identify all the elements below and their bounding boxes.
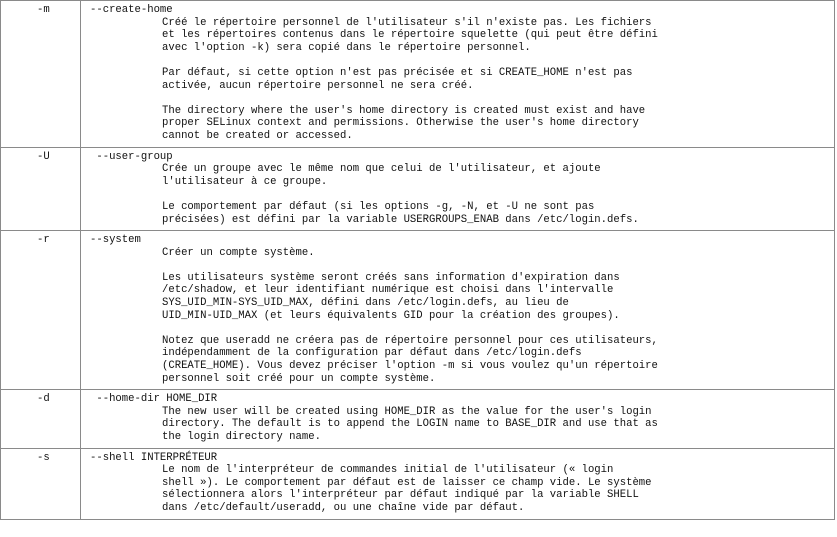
description-line: Créé le répertoire personnel de l'utilisateur s'il n'existe pas. Les fichiers <box>162 16 652 29</box>
option-short-flag: -m <box>1 1 81 148</box>
paragraph-gap <box>90 188 834 201</box>
description-line: Le nom de l'interpréteur de commandes initial de l'utilisateur (« login <box>162 464 614 477</box>
description-line: Notez que useradd ne créera pas de répertoire personnel pour ces utilisateurs, <box>162 334 658 347</box>
option-long-flag: --system <box>90 234 141 247</box>
description-line: cannot be created or accessed. <box>162 129 353 142</box>
description-line: Par défaut, si cette option n'est pas précisée et si CREATE_HOME n'est pas <box>162 66 633 79</box>
option-description-cell <box>81 231 835 390</box>
description-line: dans /etc/default/useradd, ou une chaîne vide par défaut. <box>162 501 525 514</box>
description-line: The new user will be created using HOME_DIR as the value for the user's login <box>162 405 652 418</box>
description-line: SYS_UID_MIN-SYS_UID_MAX, défini dans /etc/login.defs, au lieu de <box>162 297 569 310</box>
description-line: sélectionnera alors l'interpréteur par défaut indiqué par la variable SHELL <box>162 489 639 502</box>
option-long-flag: --shell INTERPRÉTEUR <box>90 451 218 464</box>
description-line: Crée un groupe avec le même nom que celui de l'utilisateur, et ajoute <box>162 163 601 176</box>
option-row <box>1 1 835 148</box>
description-line: l'utilisateur à ce groupe. <box>162 175 328 188</box>
description-line: UID_MIN-UID_MAX (et leurs équivalents GID pour la création des groupes). <box>162 309 620 322</box>
description-line: Le comportement par défaut (si les options -g, -N, et -U ne sont pas <box>162 200 595 213</box>
description-line: shell »). Le comportement par défaut est de laisser ce champ vide. Le système <box>162 476 652 489</box>
option-long-flag: --home-dir HOME_DIR <box>90 393 218 406</box>
option-short-flag: -U <box>1 147 81 231</box>
paragraph-gap <box>90 259 834 272</box>
description-line: indépendamment de la configuration par défaut dans /etc/login.defs <box>162 347 582 360</box>
description-line: et les répertoires contenus dans le répertoire squelette (qui peut être défini <box>162 29 658 42</box>
option-description-cell <box>81 1 835 148</box>
option-description-cell <box>81 390 835 448</box>
option-short-flag: -d <box>1 390 81 448</box>
paragraph-gap <box>90 54 834 67</box>
option-long-flag: --user-group <box>90 150 173 163</box>
options-table-body <box>1 1 835 520</box>
option-description-cell <box>81 448 835 519</box>
option-short-flag: -r <box>1 231 81 390</box>
option-row <box>1 448 835 519</box>
description-line: activée, aucun répertoire personnel ne sera créé. <box>162 79 474 92</box>
option-row <box>1 147 835 231</box>
paragraph-gap <box>90 322 834 335</box>
description-line: personnel soit créé pour un compte système. <box>162 372 436 385</box>
option-row <box>1 390 835 448</box>
description-line: précisées) est défini par la variable USERGROUPS_ENAB dans /etc/login.defs. <box>162 213 639 226</box>
option-description-cell <box>81 147 835 231</box>
description-line: The directory where the user's home directory is created must exist and have <box>162 104 646 117</box>
option-row <box>1 231 835 390</box>
description-line: the login directory name. <box>162 431 321 443</box>
description-line: /etc/shadow, et leur identifiant numérique est choisi dans l'intervalle <box>162 284 614 297</box>
paragraph-gap <box>90 92 834 105</box>
description-line: Créer un compte système. <box>162 246 315 259</box>
description-line: avec l'option -k) sera copié dans le répertoire personnel. <box>162 41 531 54</box>
description-line: (CREATE_HOME). Vous devez préciser l'option -m si vous voulez qu'un répertoire <box>162 360 658 373</box>
option-short-flag: -s <box>1 448 81 519</box>
description-line: Les utilisateurs système seront créés sans information d'expiration dans <box>162 271 620 284</box>
description-line: directory. The default is to append the LOGIN name to BASE_DIR and use that as <box>162 418 658 431</box>
option-long-flag: --create-home <box>90 4 173 16</box>
description-line: proper SELinux context and permissions. Otherwise the user's home directory <box>162 117 639 130</box>
